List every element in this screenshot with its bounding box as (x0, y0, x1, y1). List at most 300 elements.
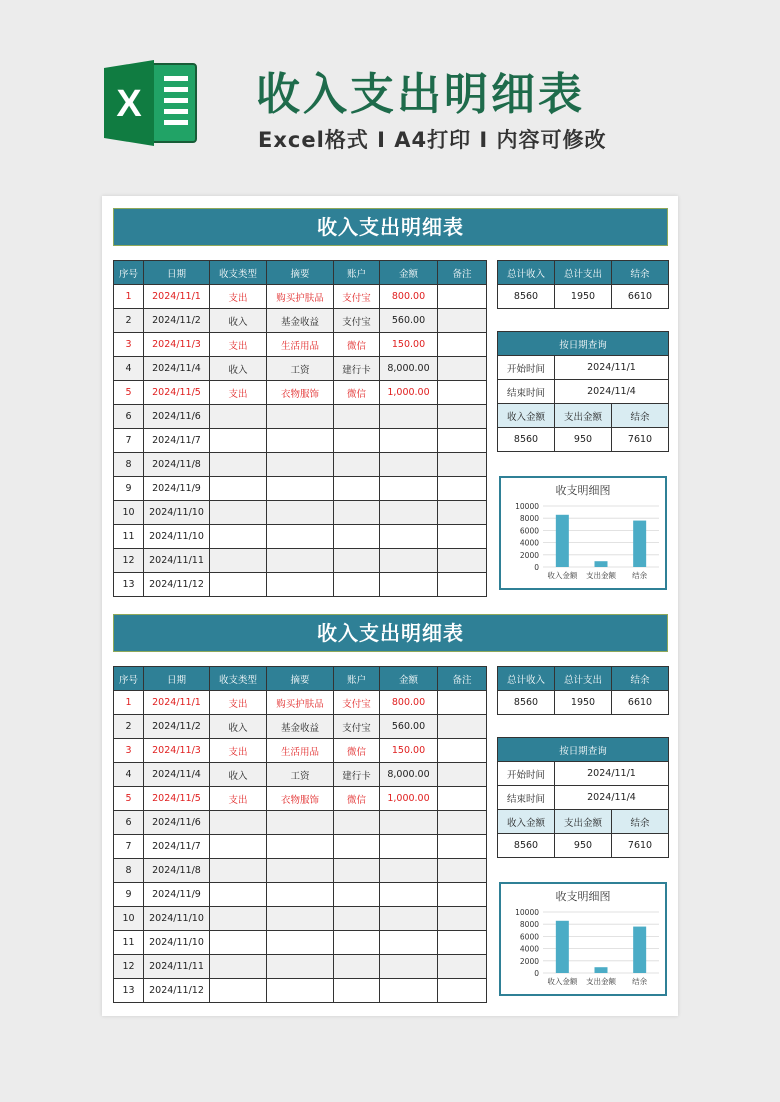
y-tick-label: 6000 (519, 526, 539, 536)
table-cell[interactable]: 建行卡 (334, 357, 380, 381)
summary-header: 总计收入 (498, 667, 555, 691)
table-row (114, 787, 487, 811)
column-header: 备注 (438, 667, 487, 691)
table-row (114, 979, 487, 1003)
table-row (114, 381, 487, 405)
table-cell[interactable]: 生活用品 (267, 333, 334, 357)
table-cell[interactable]: 2024/11/10 (144, 931, 210, 955)
column-header: 金额 (380, 667, 438, 691)
table-cell[interactable]: 收入 (210, 309, 267, 333)
table-cell[interactable] (380, 883, 438, 907)
table-cell[interactable]: 7 (114, 429, 144, 453)
table-cell[interactable]: 收入 (210, 357, 267, 381)
table-cell[interactable] (438, 979, 487, 1003)
table-cell[interactable]: 2024/11/1 (144, 285, 210, 309)
table-cell[interactable] (267, 405, 334, 429)
table-cell[interactable] (334, 811, 380, 835)
query-value[interactable]: 7610 (612, 834, 669, 858)
summary-value[interactable]: 6610 (612, 285, 669, 309)
table-cell[interactable]: 11 (114, 525, 144, 549)
table-cell[interactable] (438, 763, 487, 787)
table-cell[interactable]: 13 (114, 979, 144, 1003)
table-cell[interactable]: 2024/11/12 (144, 573, 210, 597)
table-cell[interactable]: 7 (114, 835, 144, 859)
ledger-table (113, 666, 487, 1003)
query-value[interactable]: 8560 (498, 834, 555, 858)
table-cell[interactable]: 支出 (210, 333, 267, 357)
table-cell[interactable]: 9 (114, 477, 144, 501)
column-header: 摘要 (267, 261, 334, 285)
table-cell[interactable]: 3 (114, 333, 144, 357)
y-tick-label: 10000 (515, 908, 539, 917)
table-cell[interactable] (438, 739, 487, 763)
table-cell[interactable]: 11 (114, 931, 144, 955)
table-row (114, 309, 487, 333)
ledger-table (113, 260, 487, 597)
chart-title: 收支明细图 (555, 484, 611, 497)
table-cell[interactable]: 8,000.00 (380, 763, 438, 787)
chart-plot (501, 884, 665, 994)
table-cell[interactable] (267, 931, 334, 955)
start-time-label: 开始时间 (498, 356, 555, 380)
table-cell[interactable]: 800.00 (380, 691, 438, 715)
table-row (114, 333, 487, 357)
table-cell[interactable]: 2024/11/12 (144, 979, 210, 1003)
table-cell[interactable] (334, 501, 380, 525)
table-cell[interactable] (380, 931, 438, 955)
table-cell[interactable]: 支出 (210, 739, 267, 763)
table-cell[interactable]: 支出 (210, 381, 267, 405)
summary-value[interactable]: 1950 (555, 691, 612, 715)
table-cell[interactable] (438, 691, 487, 715)
table-cell[interactable]: 衣物服饰 (267, 787, 334, 811)
table-cell[interactable] (438, 907, 487, 931)
table-cell[interactable]: 收入 (210, 715, 267, 739)
chart-bar (556, 921, 569, 973)
table-cell[interactable]: 2024/11/8 (144, 453, 210, 477)
table-cell[interactable]: 1,000.00 (380, 381, 438, 405)
table-cell[interactable]: 微信 (334, 381, 380, 405)
table-cell[interactable]: 12 (114, 549, 144, 573)
table-cell[interactable]: 2024/11/5 (144, 787, 210, 811)
table-cell[interactable]: 支付宝 (334, 285, 380, 309)
table-cell[interactable]: 2024/11/3 (144, 739, 210, 763)
table-cell[interactable] (267, 501, 334, 525)
table-row (114, 955, 487, 979)
table-cell[interactable] (334, 573, 380, 597)
table-cell[interactable] (438, 381, 487, 405)
table-cell[interactable]: 5 (114, 381, 144, 405)
table-cell[interactable]: 购买护肤品 (267, 691, 334, 715)
chart-bar (595, 561, 608, 567)
table-cell[interactable] (210, 573, 267, 597)
query-header: 支出金额 (555, 810, 612, 834)
table-cell[interactable] (438, 357, 487, 381)
table-row (114, 811, 487, 835)
chart-bar (595, 967, 608, 973)
y-tick-label: 2000 (519, 956, 539, 966)
table-cell[interactable]: 支付宝 (334, 691, 380, 715)
table-cell[interactable]: 2 (114, 309, 144, 333)
table-cell[interactable]: 6 (114, 811, 144, 835)
table-cell[interactable] (438, 883, 487, 907)
summary-header: 结余 (612, 667, 669, 691)
table-cell[interactable] (210, 477, 267, 501)
date-query-table (497, 737, 669, 858)
table-cell[interactable]: 2024/11/10 (144, 501, 210, 525)
table-cell[interactable]: 12 (114, 955, 144, 979)
table-cell[interactable] (438, 811, 487, 835)
table-cell[interactable] (438, 333, 487, 357)
summary-header: 结余 (612, 261, 669, 285)
summary-header: 总计支出 (555, 261, 612, 285)
table-cell[interactable] (334, 979, 380, 1003)
query-title: 按日期查询 (498, 738, 669, 762)
query-header: 结余 (612, 810, 669, 834)
page-title: 收入支出明细表 (256, 69, 585, 120)
section-banner: 收入支出明细表 (113, 614, 668, 652)
x-tick-label: 结余 (632, 977, 648, 986)
table-cell[interactable]: 2024/11/8 (144, 859, 210, 883)
table-cell[interactable] (380, 835, 438, 859)
table-cell[interactable] (380, 405, 438, 429)
table-cell[interactable]: 支出 (210, 787, 267, 811)
chart-bar (633, 927, 646, 973)
table-cell[interactable] (334, 931, 380, 955)
query-value[interactable]: 950 (555, 428, 612, 452)
summary-table (497, 666, 669, 715)
table-cell[interactable] (267, 979, 334, 1003)
table-cell[interactable] (334, 907, 380, 931)
date-query-table (497, 331, 669, 452)
table-cell[interactable] (380, 429, 438, 453)
table-row (114, 859, 487, 883)
chart-bar (633, 521, 646, 567)
y-tick-label: 10000 (515, 502, 539, 511)
table-cell[interactable]: 10 (114, 907, 144, 931)
table-cell[interactable] (380, 501, 438, 525)
table-row (114, 501, 487, 525)
table-cell[interactable] (210, 979, 267, 1003)
table-cell[interactable] (438, 477, 487, 501)
table-cell[interactable]: 衣物服饰 (267, 381, 334, 405)
table-cell[interactable]: 2024/11/7 (144, 429, 210, 453)
table-cell[interactable]: 150.00 (380, 739, 438, 763)
table-cell[interactable] (438, 859, 487, 883)
table-cell[interactable] (267, 429, 334, 453)
table-cell[interactable]: 支付宝 (334, 715, 380, 739)
chart-title: 收支明细图 (555, 890, 611, 903)
table-cell[interactable]: 1 (114, 691, 144, 715)
y-tick-label: 0 (534, 563, 539, 572)
table-cell[interactable] (267, 859, 334, 883)
table-cell[interactable] (380, 453, 438, 477)
table-cell[interactable]: 2024/11/9 (144, 477, 210, 501)
y-tick-label: 8000 (519, 514, 539, 524)
table-cell[interactable] (210, 907, 267, 931)
bar-chart (499, 882, 667, 996)
excel-logo-letter: X (116, 83, 142, 125)
query-header: 收入金额 (498, 810, 555, 834)
table-cell[interactable] (267, 835, 334, 859)
ledger-section (113, 208, 668, 598)
chart-bar (556, 515, 569, 567)
table-cell[interactable] (267, 883, 334, 907)
table-cell[interactable]: 支出 (210, 691, 267, 715)
query-header: 收入金额 (498, 404, 555, 428)
table-cell[interactable] (438, 405, 487, 429)
table-row (114, 931, 487, 955)
table-cell[interactable]: 收入 (210, 763, 267, 787)
table-cell[interactable]: 2024/11/6 (144, 811, 210, 835)
ledger-header-row (114, 261, 487, 285)
table-cell[interactable] (267, 453, 334, 477)
start-time-label: 开始时间 (498, 762, 555, 786)
table-cell[interactable]: 6 (114, 405, 144, 429)
table-cell[interactable] (267, 573, 334, 597)
table-cell[interactable] (438, 573, 487, 597)
table-cell[interactable]: 2024/11/10 (144, 907, 210, 931)
table-cell[interactable]: 2024/11/9 (144, 883, 210, 907)
table-row (114, 835, 487, 859)
table-cell[interactable]: 1,000.00 (380, 787, 438, 811)
table-cell[interactable]: 4 (114, 763, 144, 787)
table-cell[interactable] (334, 429, 380, 453)
table-cell[interactable]: 3 (114, 739, 144, 763)
table-cell[interactable] (380, 955, 438, 979)
query-value[interactable]: 950 (555, 834, 612, 858)
table-row (114, 477, 487, 501)
table-cell[interactable]: 2024/11/11 (144, 955, 210, 979)
table-cell[interactable] (438, 931, 487, 955)
table-cell[interactable] (210, 525, 267, 549)
table-cell[interactable] (267, 955, 334, 979)
column-header: 金额 (380, 261, 438, 285)
table-cell[interactable]: 2024/11/4 (144, 763, 210, 787)
query-value[interactable]: 8560 (498, 428, 555, 452)
table-cell[interactable] (210, 931, 267, 955)
table-cell[interactable]: 工资 (267, 357, 334, 381)
table-cell[interactable] (267, 907, 334, 931)
table-cell[interactable]: 560.00 (380, 715, 438, 739)
table-cell[interactable] (334, 859, 380, 883)
table-cell[interactable]: 支出 (210, 285, 267, 309)
table-cell[interactable]: 2024/11/1 (144, 691, 210, 715)
summary-value[interactable]: 6610 (612, 691, 669, 715)
table-cell[interactable]: 建行卡 (334, 763, 380, 787)
table-cell[interactable] (334, 883, 380, 907)
y-tick-label: 2000 (519, 550, 539, 560)
table-row (114, 907, 487, 931)
table-row (114, 453, 487, 477)
table-cell[interactable] (210, 955, 267, 979)
table-row (114, 405, 487, 429)
summary-header: 总计收入 (498, 261, 555, 285)
table-cell[interactable] (210, 405, 267, 429)
table-cell[interactable] (210, 549, 267, 573)
x-tick-label: 收入金额 (547, 977, 578, 986)
table-cell[interactable]: 4 (114, 357, 144, 381)
table-cell[interactable]: 微信 (334, 787, 380, 811)
y-tick-label: 6000 (519, 932, 539, 942)
table-cell[interactable] (438, 309, 487, 333)
end-time-label: 结束时间 (498, 786, 555, 810)
table-cell[interactable]: 13 (114, 573, 144, 597)
table-cell[interactable] (438, 715, 487, 739)
start-time-value[interactable]: 2024/11/1 (555, 356, 669, 380)
table-cell[interactable] (334, 525, 380, 549)
column-header: 收支类型 (210, 261, 267, 285)
table-cell[interactable] (267, 811, 334, 835)
table-row (114, 549, 487, 573)
table-row (114, 715, 487, 739)
ledger-header-row (114, 667, 487, 691)
table-cell[interactable]: 2024/11/10 (144, 525, 210, 549)
table-cell[interactable]: 8,000.00 (380, 357, 438, 381)
end-time-value[interactable]: 2024/11/4 (555, 380, 669, 404)
table-cell[interactable] (380, 549, 438, 573)
table-cell[interactable]: 10 (114, 501, 144, 525)
table-cell[interactable]: 9 (114, 883, 144, 907)
table-cell[interactable]: 5 (114, 787, 144, 811)
table-cell[interactable] (267, 477, 334, 501)
table-cell[interactable] (380, 525, 438, 549)
table-cell[interactable]: 微信 (334, 333, 380, 357)
table-cell[interactable]: 1 (114, 285, 144, 309)
y-tick-label: 0 (534, 969, 539, 978)
table-cell[interactable] (210, 883, 267, 907)
table-cell[interactable] (438, 285, 487, 309)
y-tick-label: 8000 (519, 920, 539, 930)
summary-header: 总计支出 (555, 667, 612, 691)
column-header: 账户 (334, 667, 380, 691)
query-title: 按日期查询 (498, 332, 669, 356)
section-banner: 收入支出明细表 (113, 208, 668, 246)
table-cell[interactable]: 2024/11/2 (144, 715, 210, 739)
table-cell[interactable] (334, 405, 380, 429)
excel-logo-icon (102, 56, 198, 150)
table-cell[interactable] (380, 907, 438, 931)
table-cell[interactable] (334, 477, 380, 501)
table-cell[interactable]: 800.00 (380, 285, 438, 309)
table-cell[interactable]: 支付宝 (334, 309, 380, 333)
chart-plot (501, 478, 665, 588)
x-tick-label: 支出金额 (586, 571, 616, 580)
query-header: 结余 (612, 404, 669, 428)
end-time-value[interactable]: 2024/11/4 (555, 786, 669, 810)
table-cell[interactable] (438, 501, 487, 525)
summary-table (497, 260, 669, 309)
table-row (114, 739, 487, 763)
table-cell[interactable] (267, 549, 334, 573)
end-time-label: 结束时间 (498, 380, 555, 404)
table-cell[interactable] (210, 453, 267, 477)
column-header: 日期 (144, 667, 210, 691)
table-row (114, 525, 487, 549)
query-header: 支出金额 (555, 404, 612, 428)
table-cell[interactable] (438, 835, 487, 859)
table-cell[interactable]: 基金收益 (267, 309, 334, 333)
table-row (114, 763, 487, 787)
table-row (114, 429, 487, 453)
x-tick-label: 支出金额 (586, 977, 616, 986)
table-cell[interactable] (438, 787, 487, 811)
column-header: 日期 (144, 261, 210, 285)
table-cell[interactable] (438, 525, 487, 549)
summary-value[interactable]: 1950 (555, 285, 612, 309)
column-header: 备注 (438, 261, 487, 285)
table-cell[interactable] (438, 549, 487, 573)
table-cell[interactable] (380, 573, 438, 597)
x-tick-label: 结余 (632, 571, 648, 580)
table-cell[interactable] (334, 955, 380, 979)
table-cell[interactable] (210, 859, 267, 883)
column-header: 序号 (114, 261, 144, 285)
table-row (114, 883, 487, 907)
table-cell[interactable]: 工资 (267, 763, 334, 787)
summary-value[interactable]: 8560 (498, 691, 555, 715)
table-cell[interactable]: 基金收益 (267, 715, 334, 739)
y-tick-label: 4000 (519, 538, 539, 548)
column-header: 摘要 (267, 667, 334, 691)
table-row (114, 573, 487, 597)
table-cell[interactable] (380, 477, 438, 501)
table-cell[interactable]: 2024/11/6 (144, 405, 210, 429)
table-cell[interactable]: 购买护肤品 (267, 285, 334, 309)
table-cell[interactable] (210, 501, 267, 525)
column-header: 序号 (114, 667, 144, 691)
table-cell[interactable]: 生活用品 (267, 739, 334, 763)
table-cell[interactable] (380, 811, 438, 835)
table-cell[interactable] (334, 835, 380, 859)
ledger-section (113, 614, 668, 1004)
table-cell[interactable]: 2024/11/7 (144, 835, 210, 859)
table-cell[interactable]: 2024/11/2 (144, 309, 210, 333)
table-cell[interactable]: 560.00 (380, 309, 438, 333)
y-tick-label: 4000 (519, 944, 539, 954)
table-cell[interactable] (438, 453, 487, 477)
table-cell[interactable] (210, 835, 267, 859)
table-cell[interactable] (334, 549, 380, 573)
table-cell[interactable] (334, 453, 380, 477)
column-header: 收支类型 (210, 667, 267, 691)
table-cell[interactable]: 150.00 (380, 333, 438, 357)
query-value[interactable]: 7610 (612, 428, 669, 452)
table-row (114, 285, 487, 309)
table-cell[interactable] (267, 525, 334, 549)
table-cell[interactable]: 2024/11/11 (144, 549, 210, 573)
table-cell[interactable] (380, 979, 438, 1003)
table-cell[interactable]: 2024/11/5 (144, 381, 210, 405)
start-time-value[interactable]: 2024/11/1 (555, 762, 669, 786)
table-cell[interactable] (438, 429, 487, 453)
summary-value[interactable]: 8560 (498, 285, 555, 309)
table-row (114, 691, 487, 715)
bar-chart (499, 476, 667, 590)
table-cell[interactable]: 2024/11/4 (144, 357, 210, 381)
table-cell[interactable] (210, 429, 267, 453)
table-cell[interactable]: 8 (114, 859, 144, 883)
column-header: 账户 (334, 261, 380, 285)
table-cell[interactable]: 8 (114, 453, 144, 477)
table-cell[interactable] (380, 859, 438, 883)
table-cell[interactable]: 微信 (334, 739, 380, 763)
table-cell[interactable] (438, 955, 487, 979)
table-cell[interactable]: 2024/11/3 (144, 333, 210, 357)
table-cell[interactable]: 2 (114, 715, 144, 739)
table-cell[interactable] (210, 811, 267, 835)
page-subtitle: Excel格式 I A4打印 I 内容可修改 (258, 128, 607, 152)
